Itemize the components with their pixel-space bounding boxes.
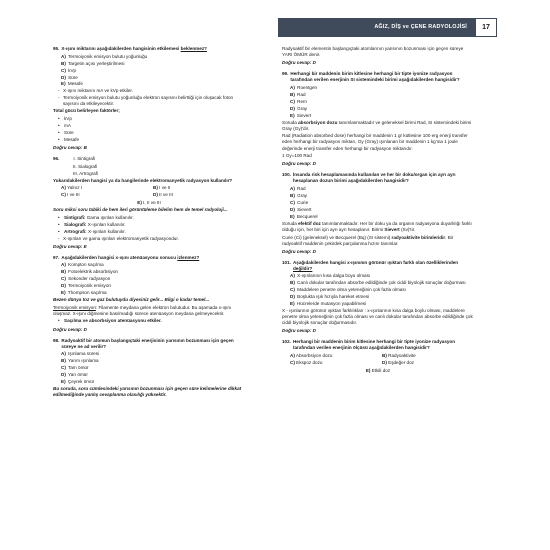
list-item: • Saçılma ve absorbsiyon atenüasyonu etkiler. bbox=[53, 318, 245, 324]
option: B) I ve II bbox=[153, 185, 171, 191]
explanation: - Termoiyonik emisyon bulutu yoğunluğu elektron sayısını belirttiği için oluşacak foton sayısını da etkileyecektir. bbox=[53, 95, 245, 107]
list-item: • Sialografi: X-ışınları kullanılır. bbox=[53, 222, 245, 228]
option: A) Işınlama süresi bbox=[61, 351, 100, 357]
note: Bu soruda, soru cümlesindeki yarısının bozunması için geçen süre kelimelerine dikkat edilmediğinde yanlış cevaplanma olasılığı yüksektir. bbox=[53, 386, 242, 398]
note: Bezen dünya toz ve gaz bulutuydu diyesiniz gelir... Bilgi o kadar temel... bbox=[53, 297, 210, 303]
option: B) Fotoelektrik absorbsiyon bbox=[61, 269, 118, 275]
explanation: - X-ışını miktarını mA ve kVp etkiler. bbox=[53, 88, 245, 94]
question-96: 96. I. Sintigrafi bbox=[53, 156, 96, 162]
question-99: 99. Herhangi bir maddenin birim kitlesine herhangi bir tipte iyonize radyasyon tarafından verilen enerjinin SI sistemindeki birimi aşağıdakilerden hangisidir? bbox=[282, 71, 460, 83]
option: E) Hücrelerde mutasyon yapabilmesi bbox=[290, 301, 367, 307]
option: D) Yarı ömür bbox=[61, 372, 88, 378]
list-item: • Sintigrafi: Gama ışınları kullanılır. bbox=[53, 215, 245, 221]
option: B) Targetin açısı yerleştirilmesi bbox=[61, 60, 125, 66]
option: B) Canlı dokular tarafından absorbe edildiğinde çok ciddi biyolojik sonuçlar doğurması bbox=[290, 280, 466, 286]
option: A) X-ışınlarının kısa dalga boyu olması bbox=[290, 273, 371, 279]
question-95: 95. X-ışını miktarını aşağıdakilerden hangisinin etkilemesi beklenmez? bbox=[53, 46, 207, 51]
list-item: • Mesafe bbox=[53, 137, 245, 143]
option: C) I ve III bbox=[61, 192, 80, 198]
option: E) Çeyrek ömür bbox=[61, 379, 95, 385]
explanation: Termoiyonik emisyon: Filamente meydana gelen elektron bulutudur. Bu aşamada x-ışını oluşmaz. X-ışını dığmesine basılmadığı sürece atenüasyon meydana gelmeyecektir. bbox=[53, 304, 232, 316]
option: B) Gray bbox=[290, 192, 308, 198]
list-item: II. Sialografi bbox=[73, 163, 98, 169]
answer: Doğru cevap: D bbox=[282, 248, 316, 254]
emphasis: değildir? bbox=[292, 265, 313, 271]
explanation: 1 Gy=100 Rad bbox=[282, 153, 312, 159]
explanation: Radyoaktif bir elementin başlangıçtaki atomlarının yarısının bozunması için geçen süreye YARI ÖMÜR denir. bbox=[282, 46, 464, 58]
option: D) Boşlukta ışık hızıyla hareket etmesi bbox=[290, 294, 370, 300]
question-100: 100. İnsanda risk hesaplamasında kullanılan ve her bir doku/organ için ayrı ayrı hesaplanan dozun birimi aşağıdakilerden hangisidir? bbox=[282, 172, 456, 184]
option: D) Termoiyonik emisyon bbox=[61, 283, 111, 289]
options-grid bbox=[282, 353, 474, 367]
question-102: 102. Herhangi bir maddenin birim kitlesine herhangi bir tipte iyonize radyasyon tarafından verilen enerjinin ölçüsü aşağıdakilerden hangisidir? bbox=[282, 339, 456, 351]
option: E) I, II ve III bbox=[137, 200, 161, 206]
answer: Doğru cevap: D bbox=[282, 60, 316, 66]
option: C) Curie bbox=[290, 199, 309, 205]
option: E) Sievert bbox=[290, 112, 312, 118]
option: D) Süre bbox=[61, 74, 78, 80]
option: C) Ekspoz dozu bbox=[290, 360, 323, 366]
option: C) Tam ömür bbox=[61, 365, 89, 371]
option: A) Yalnız I bbox=[61, 185, 83, 191]
option: A) Roentgen bbox=[290, 84, 318, 90]
option: B) Yarım ışınlama bbox=[61, 358, 99, 364]
option: C) Maddelere penetre olma yeteneğinin çok fazla olması bbox=[290, 287, 406, 293]
option: E) Etkili doz bbox=[365, 367, 391, 373]
option: B) Radyoaktivite bbox=[382, 353, 416, 359]
option: E) Becquerel bbox=[290, 213, 318, 219]
answer: Doğru cevap: D bbox=[282, 328, 316, 334]
option: A) Rad bbox=[290, 186, 306, 192]
explanation: X - ışınlarının görünür ışıktan farklılıkları : x-ışınlarının kısa dalga boylu olması, maddelere penetre olma yeteneğinin çok fazla olması ve canlı dokular tarafından absorbe edildiğinde çok ciddi biyolojik sonuçlar doğurmasıdır. bbox=[282, 308, 473, 326]
option: E) Thompson saçılma bbox=[61, 290, 107, 296]
explanation: Rad (Radiation absorbed dose) herhangi bir maddenin 1 gr kütlesine 100 erg enerji transfer eden herhangi bir radyasyon miktarı, Gy (Gray) ışınlanan bir maddenin 1 kg'ına 1 joule değerinde enerji transfer eden herhangi bir radyasyon miktarıdır. bbox=[282, 133, 468, 151]
answer: Doğru cevap: D bbox=[53, 326, 87, 332]
list-item: • kVp bbox=[53, 116, 245, 122]
list-item: • Artrografi: X-ışınları kullanılır. bbox=[53, 229, 245, 235]
explanation: Soruda efektif doz tanımlanmaktadır. Her bir doku ya da organın radyasyona duyarlılığı farklı olduğu için, her biri için ayrı ayrı hesaplanır. Birimi Sievert (Sv)'tir. bbox=[282, 220, 472, 232]
options-grid bbox=[53, 185, 245, 199]
option: A) Kompton saçılma bbox=[61, 262, 104, 268]
question-stem: Yukarıdakilerden hangisi ya da hangilerinde elektromanyetik radyasyon kullanılır? bbox=[53, 177, 233, 183]
right-column bbox=[282, 46, 474, 375]
emphasis: izlenmez? bbox=[177, 254, 200, 260]
factors-title: Total gücü belirleyen faktörler; bbox=[53, 108, 120, 114]
list-item: III. Artrografi bbox=[73, 170, 99, 176]
answer: Doğru cevap: E bbox=[53, 243, 87, 249]
option: E) Mesafe bbox=[61, 81, 83, 87]
emphasis: beklenmez? bbox=[180, 46, 207, 51]
chapter-title: AĞIZ, DİŞ ve ÇENE RADYOLOJİSİ bbox=[374, 23, 467, 30]
list-item: • Süre bbox=[53, 130, 245, 136]
list-item: • mA bbox=[53, 123, 245, 129]
option: C) Rem bbox=[290, 98, 307, 104]
answer: Doğru cevap: B bbox=[53, 144, 87, 150]
option: D) Gray bbox=[290, 105, 308, 111]
note: Soru miksi soru tabiki de hem ileri görüntüleme bilelim hem de temel radyoloji... bbox=[53, 207, 228, 212]
question-101: 101. Aşağıdakilerden hangisi x-ışınının görünür ışıktan farklı olan özelliklerinden değildir? bbox=[282, 259, 459, 271]
option: D) II ve III bbox=[153, 192, 173, 198]
option: D) Sievert bbox=[290, 206, 312, 212]
option: A) Termoiyonik emisyon bulutu yoğunluğu bbox=[61, 53, 148, 59]
explanation: Curie (Ci) (geleneksel) ve Becquerel (Bq) (SI sistemi) radyoaktivite birimleridir. Bir radyoaktif maddenin çekirdek parçalanma hızını tanımlar. bbox=[282, 234, 454, 246]
chapter-header bbox=[278, 18, 475, 37]
option: D) Eşdeğer doz bbox=[382, 360, 414, 366]
option: B) Rad bbox=[290, 91, 306, 97]
option: C) kVp bbox=[61, 67, 77, 73]
option: A) Absorbsiyon dozu bbox=[290, 353, 333, 359]
question-98: 98. Radyoaktif bir atomun başlangıçtaki enerjisinin yarısının bozunması için geçen süreye ne ad verilir? bbox=[53, 337, 234, 349]
answer: Doğru cevap: D bbox=[282, 161, 316, 167]
question-97: 97. Aşağıdakilerden hangisi x-ışını atenüasyonu sonucu izlenmez? bbox=[53, 254, 200, 260]
option: C) Sekonder radyasyon bbox=[61, 276, 111, 282]
explanation: Soruda absorbsiyon dozu tanımlanmaktadır ve geleneksel birimi Rad, SI sistemindeki birimi Gray (Gy)'dir. bbox=[282, 119, 472, 131]
left-column bbox=[53, 46, 245, 400]
page-number: 17 bbox=[475, 18, 497, 37]
explanation: - X-ışınları ve gama ışınları elektromanyetik radyasyondur. bbox=[53, 236, 245, 242]
